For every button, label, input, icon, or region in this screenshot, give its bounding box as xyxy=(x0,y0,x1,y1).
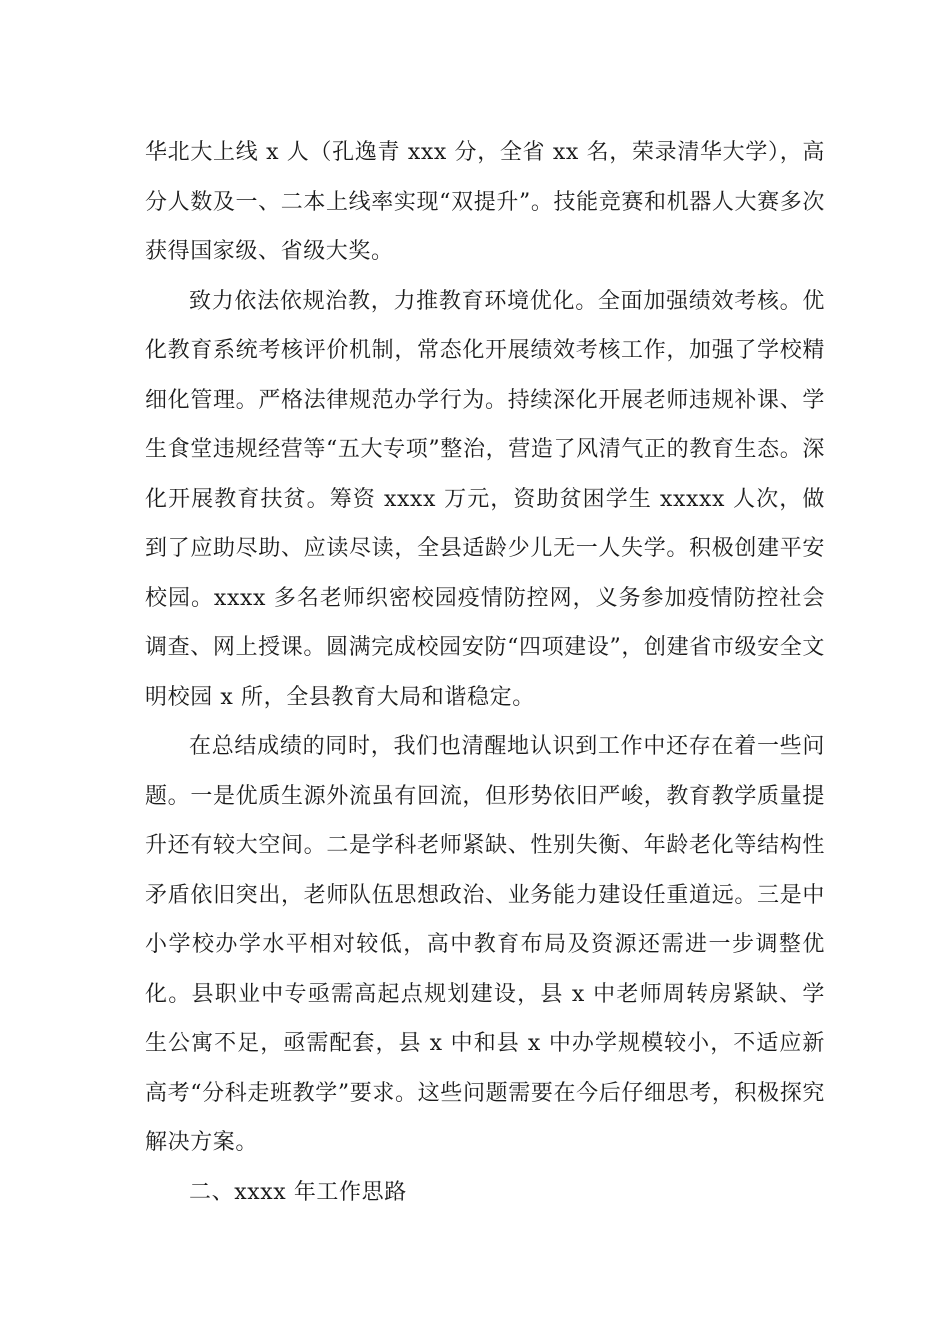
section-heading-work-plan: 二、xxxx 年工作思路 xyxy=(189,1179,407,1205)
document-body xyxy=(145,128,825,1217)
paragraph-exam-results: 华北大上线 x 人（孔逸青 xxx 分，全省 xx 名，荣录清华大学），高分人数及一、二本上线率实现“双提升”。技能竞赛和机器人大赛多次获得国家级、省级大奖。 xyxy=(145,140,825,264)
paragraph-problems: 在总结成绩的同时，我们也清醒地认识到工作中还存在着一些问题。一是优质生源外流虽有回流，但形势依旧严峻，教育教学质量提升还有较大空间。二是学科老师紧缺、性别失衡、年龄老化等结构性矛盾依旧突出，老师队伍思想政治、业务能力建设任重道远。三是中小学校办学水平相对较低，高中教育布局及资源还需进一步调整优化。县职业中专亟需高起点规划建设，县 x 中老师周转房紧缺、学生公寓不足，亟需配套，县 x 中和县 x 中办学规模较小，不适应新高考“分科走班教学”要求。这些问题需要在今后仔细思考，积极探究解决方案。 xyxy=(145,734,825,1155)
paragraph-rule-of-law: 致力依法依规治教，力推教育环境优化。全面加强绩效考核。优化教育系统考核评价机制，常态化开展绩效考核工作，加强了学校精细化管理。严格法律规范办学行为。持续深化开展老师违规补课、学生食堂违规经营等“五大专项”整治，营造了风清气正的教育生态。深化开展教育扶贫。筹资 xxxx 万元，资助贫困学生 xxxxx 人次，做到了应助尽助、应读尽读，全县适龄少儿无一人失学。积极创建平安校园。xxxx 多名老师织密校园疫情防控网，义务参加疫情防控社会调查、网上授课。圆满完成校园安防“四项建设”，创建省市级安全文明校园 x 所，全县教育大局和谐稳定。 xyxy=(145,288,825,710)
